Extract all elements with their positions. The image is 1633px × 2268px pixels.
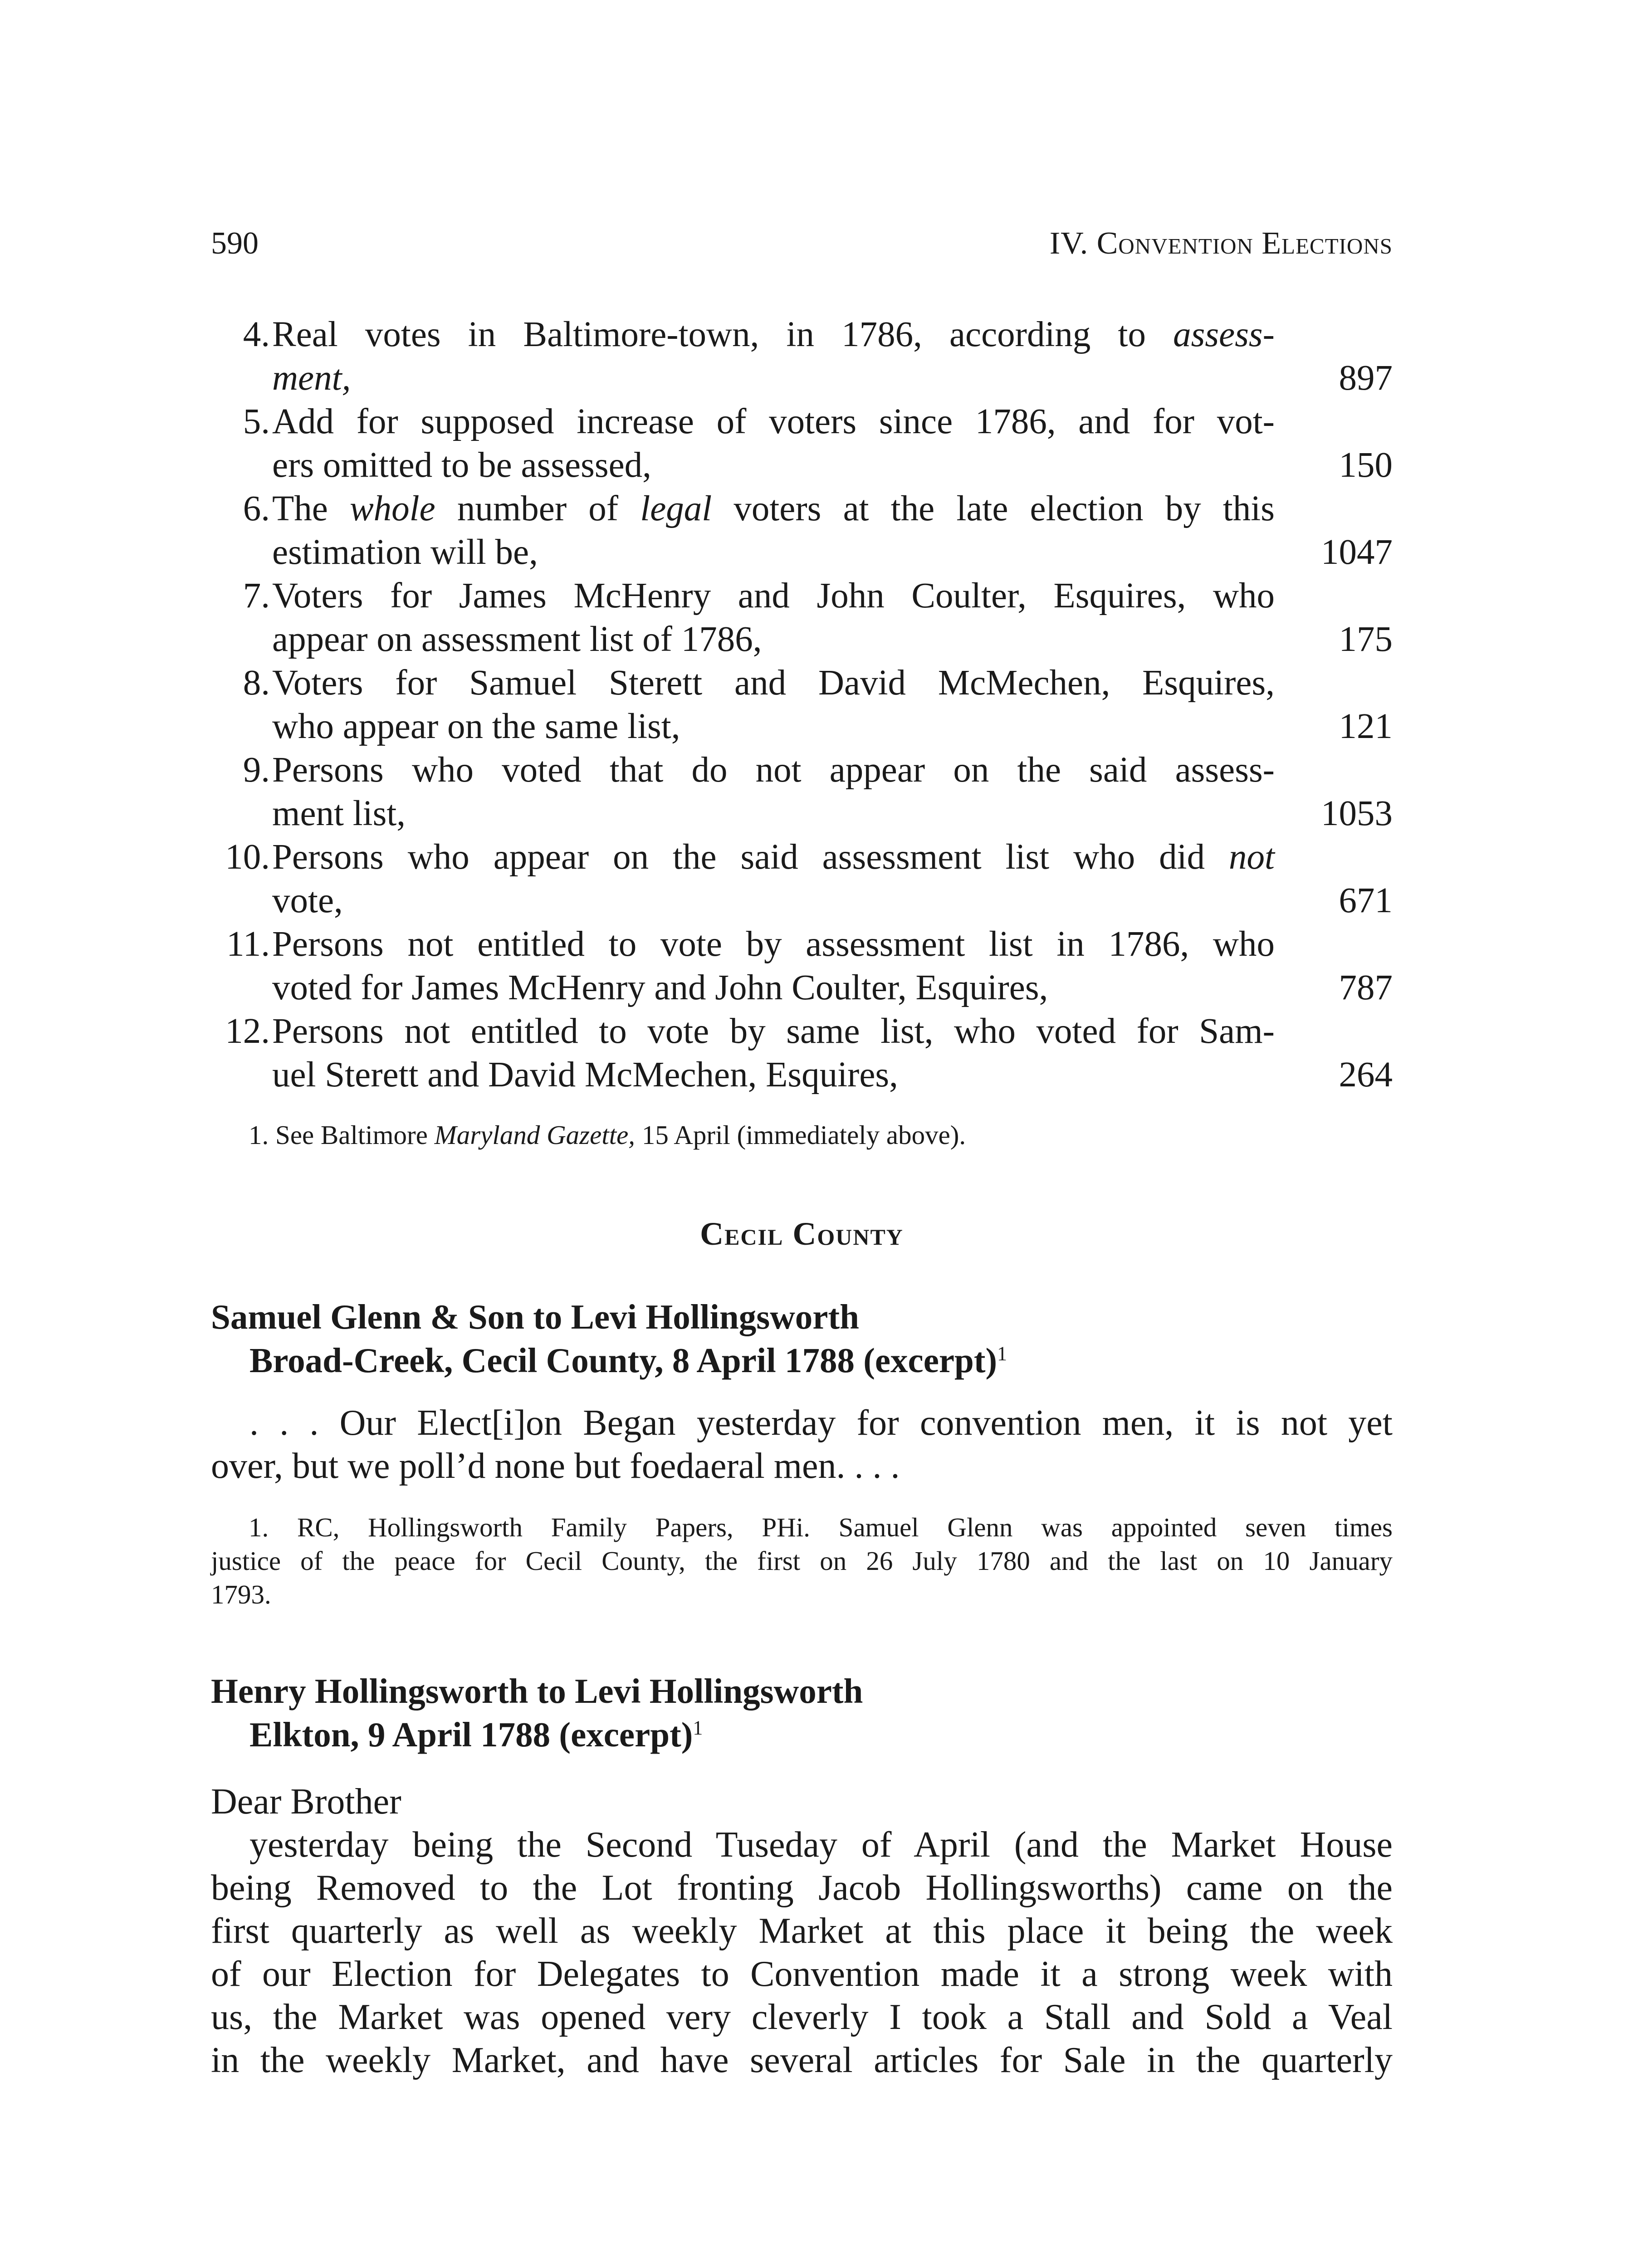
footnote-line: justice of the peace for Cecil County, the first on 26 July 1780 and the last on 10 January [211,1546,1393,1576]
letter-title: Samuel Glenn & Son to Levi Hollingsworth [211,1297,859,1336]
footnote-text: 1. See Baltimore [249,1120,435,1150]
list-item [211,748,1393,836]
item-text-line: ers omitted to be assessed, [272,445,651,485]
list-item [211,1010,1393,1097]
item-value: 897 [1339,358,1393,398]
item-text-line: vote, [272,881,343,920]
letter-body [211,1780,1393,2082]
footnote-line: 1. RC, Hollingsworth Family Papers, PHi. Samuel Glenn was appointed seven times [249,1512,1393,1542]
item-number: 8. [243,663,270,703]
item-text-line: Persons not entitled to vote by same list, who voted for Sam- [272,1012,1275,1051]
body-line: first quarterly as well as weekly Market at this place it being the week [211,1911,1393,1951]
item-text: Real votes in Baltimore-town, in 1786, according to [272,315,1173,354]
list-item [211,400,1393,487]
item-value: 150 [1339,445,1393,485]
item-text: voters at the late election by this [712,489,1275,528]
assessment-list [211,313,1393,1097]
item-text: Persons who appear on the said assessment list who did [272,837,1229,877]
item-text: number of [435,489,640,528]
item-text-italic: whole [349,489,435,528]
list-item [211,661,1393,748]
list-item [211,313,1393,400]
item-number: 10. [225,837,270,877]
item-text-line [272,487,1275,531]
county-heading: Cecil County [700,1216,904,1252]
item-text-line [272,313,1275,357]
item-text-italic: assess- [1173,315,1275,354]
item-text-line: Voters for James McHenry and John Coulter, Esquires, who [272,576,1275,616]
letter-dateline [249,1713,703,1756]
item-text-line: voted for James McHenry and John Coulter, Esquires, [272,968,1048,1007]
item-text-italic: legal [640,489,712,528]
list-item [211,836,1393,923]
item-text-line: Persons not entitled to vote by assessment list in 1786, who [272,924,1275,964]
item-text-line: Persons who voted that do not appear on the said assess- [272,750,1275,790]
item-number: 9. [243,750,270,790]
footnote [211,1510,1393,1611]
item-text: The [272,489,350,528]
item-number: 4. [243,315,270,354]
item-text-line: uel Sterett and David McMechen, Esquires, [272,1055,898,1095]
item-text-line: appear on assessment list of 1786, [272,620,762,659]
body-line: of our Election for Delegates to Convention made it a strong week with [211,1954,1393,1994]
item-text-line: ment list, [272,794,406,833]
item-text-line: who appear on the same list, [272,707,680,746]
body-line: . . . Our Elect[i]on Began yesterday for convention men, it is not yet [249,1403,1393,1443]
item-value: 175 [1339,620,1393,659]
item-value: 787 [1339,968,1393,1007]
footnote [249,1118,966,1152]
body-line: us, the Market was opened very cleverly I took a Stall and Sold a Veal [211,1997,1393,2037]
item-number: 12. [225,1012,270,1051]
item-value: 1047 [1321,533,1393,572]
list-item [211,574,1393,661]
salutation: Dear Brother [211,1782,401,1822]
letter-body [211,1402,1393,1488]
item-text-line: Voters for Samuel Sterett and David McMechen, Esquires, [272,663,1275,703]
item-text-line: Add for supposed increase of voters since 1786, and for vot- [272,402,1275,441]
item-value: 121 [1339,707,1393,746]
dateline-text: Broad-Creek, Cecil County, 8 April 1788 (excerpt) [249,1341,997,1380]
item-text-italic: not [1229,837,1275,877]
item-number: 7. [243,576,270,616]
body-line: over, but we poll’d none but foedaeral men. . . . [211,1446,900,1486]
footnote-marker: 1 [693,1716,703,1739]
item-number: 11. [226,924,270,964]
section-title: IV. Convention Elections [1049,226,1393,261]
body-line: yesterday being the Second Tuseday of April (and the Market House [249,1825,1393,1865]
item-value: 264 [1339,1055,1393,1095]
item-text-italic: ment, [272,358,351,398]
document-page [211,0,1393,2268]
footnote-line: 1793. [211,1579,271,1609]
item-number: 5. [243,402,270,441]
running-head [211,223,1393,264]
body-line: being Removed to the Lot fronting Jacob Hollingsworths) came on the [211,1868,1393,1908]
dateline-text: Elkton, 9 April 1788 (excerpt) [249,1715,693,1754]
item-text-line [272,836,1275,879]
item-text-line: estimation will be, [272,533,538,572]
list-item [211,923,1393,1010]
footnote-italic-text: Maryland Gazette, [434,1120,636,1150]
footnote-marker: 1 [997,1342,1007,1365]
item-number: 6. [243,489,270,528]
item-value: 1053 [1321,794,1393,833]
item-value: 671 [1339,881,1393,920]
footnote-text: 15 April (immediately above). [635,1120,966,1150]
letter-dateline [249,1339,1007,1382]
body-line: in the weekly Market, and have several articles for Sale in the quarterly [211,2040,1393,2080]
item-text-line [272,357,351,400]
list-item [211,487,1393,574]
letter-title: Henry Hollingsworth to Levi Hollingsworth [211,1672,863,1711]
page-number: 590 [211,226,259,261]
